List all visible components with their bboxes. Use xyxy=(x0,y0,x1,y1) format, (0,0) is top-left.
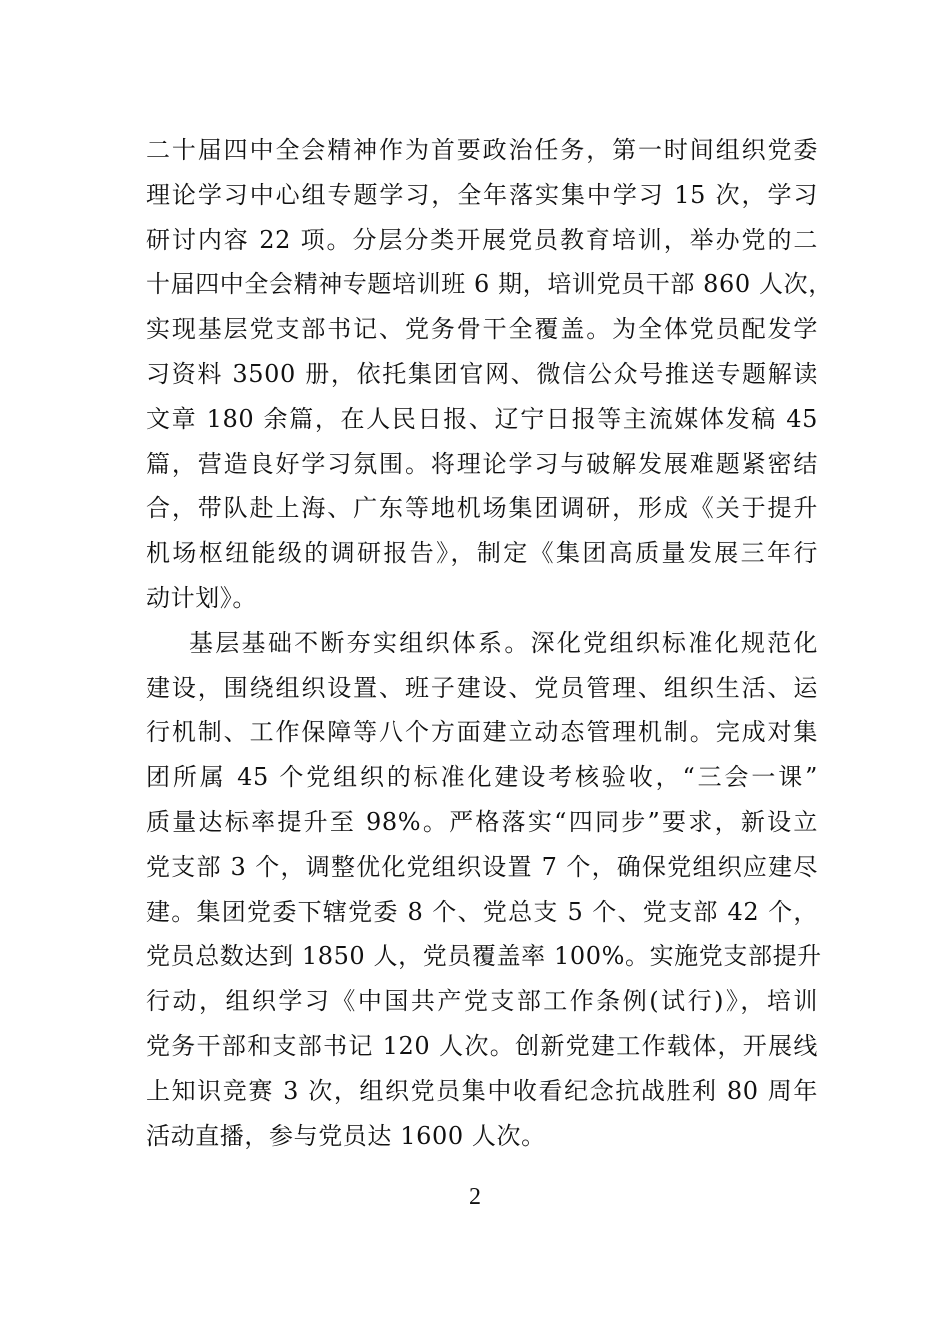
paragraph-line: 理论学习中心组专题学习，全年落实集中学习 15 次，学习 xyxy=(146,180,818,209)
paragraph-line: 机场枢纽能级的调研报告》，制定《集团高质量发展三年行 xyxy=(146,539,818,568)
paragraph-line: 行机制、工作保障等八个方面建立动态管理机制。完成对集 xyxy=(146,718,818,747)
paragraph-line: 文章 180 余篇，在人民日报、辽宁日报等主流媒体发稿 45 xyxy=(146,404,818,433)
page-number: 2 xyxy=(469,1184,481,1210)
paragraph-line: 质量达标率提升至 98%。严格落实“四同步”要求，新设立 xyxy=(146,807,818,836)
paragraph-line: 行动，组织学习《中国共产党支部工作条例(试行)》，培训 xyxy=(146,987,818,1016)
paragraph-line: 团所属 45 个党组织的标准化建设考核验收，“三会一课” xyxy=(146,763,818,792)
paragraph-line: 动计划》。 xyxy=(146,583,257,612)
paragraph-line: 党员总数达到 1850 人，党员覆盖率 100%。实施党支部提升 xyxy=(146,942,822,971)
paragraph-line: 二十届四中全会精神作为首要政治任务，第一时间组织党委 xyxy=(146,136,818,164)
paragraph-line: 上知识竞赛 3 次，组织党员集中收看纪念抗战胜利 80 周年 xyxy=(146,1076,818,1105)
paragraph-2 xyxy=(146,621,822,1159)
paragraph-line: 党务干部和支部书记 120 人次。创新党建工作载体，开展线 xyxy=(146,1031,818,1060)
paragraph-line: 基层基础不断夯实组织体系。深化党组织标准化规范化 xyxy=(189,628,818,657)
paragraph-line: 党支部 3 个，调整优化党组织设置 7 个，确保党组织应建尽 xyxy=(146,852,818,881)
paragraph-line: 十届四中全会精神专题培训班 6 期，培训党员干部 860 人次， xyxy=(146,270,833,299)
paragraph-line: 篇，营造良好学习氛围。将理论学习与破解发展难题紧密结 xyxy=(146,449,818,478)
paragraph-line: 活动直播，参与党员达 1600 人次。 xyxy=(146,1121,546,1150)
paragraph-line: 建。集团党委下辖党委 8 个、党总支 5 个、党支部 42 个， xyxy=(146,897,818,926)
paragraph-line: 实现基层党支部书记、党务骨干全覆盖。为全体党员配发学 xyxy=(146,315,818,344)
paragraph-1 xyxy=(146,128,833,621)
body-text xyxy=(146,128,833,1158)
paragraph-line: 建设，围绕组织设置、班子建设、党员管理、组织生活、运 xyxy=(146,673,818,702)
paragraph-line: 习资料 3500 册，依托集团官网、微信公众号推送专题解读 xyxy=(146,359,818,388)
paragraph-line: 研讨内容 22 项。分层分类开展党员教育培训，举办党的二 xyxy=(146,225,818,254)
paragraph-line: 合，带队赴上海、广东等地机场集团调研，形成《关于提升 xyxy=(146,494,818,523)
